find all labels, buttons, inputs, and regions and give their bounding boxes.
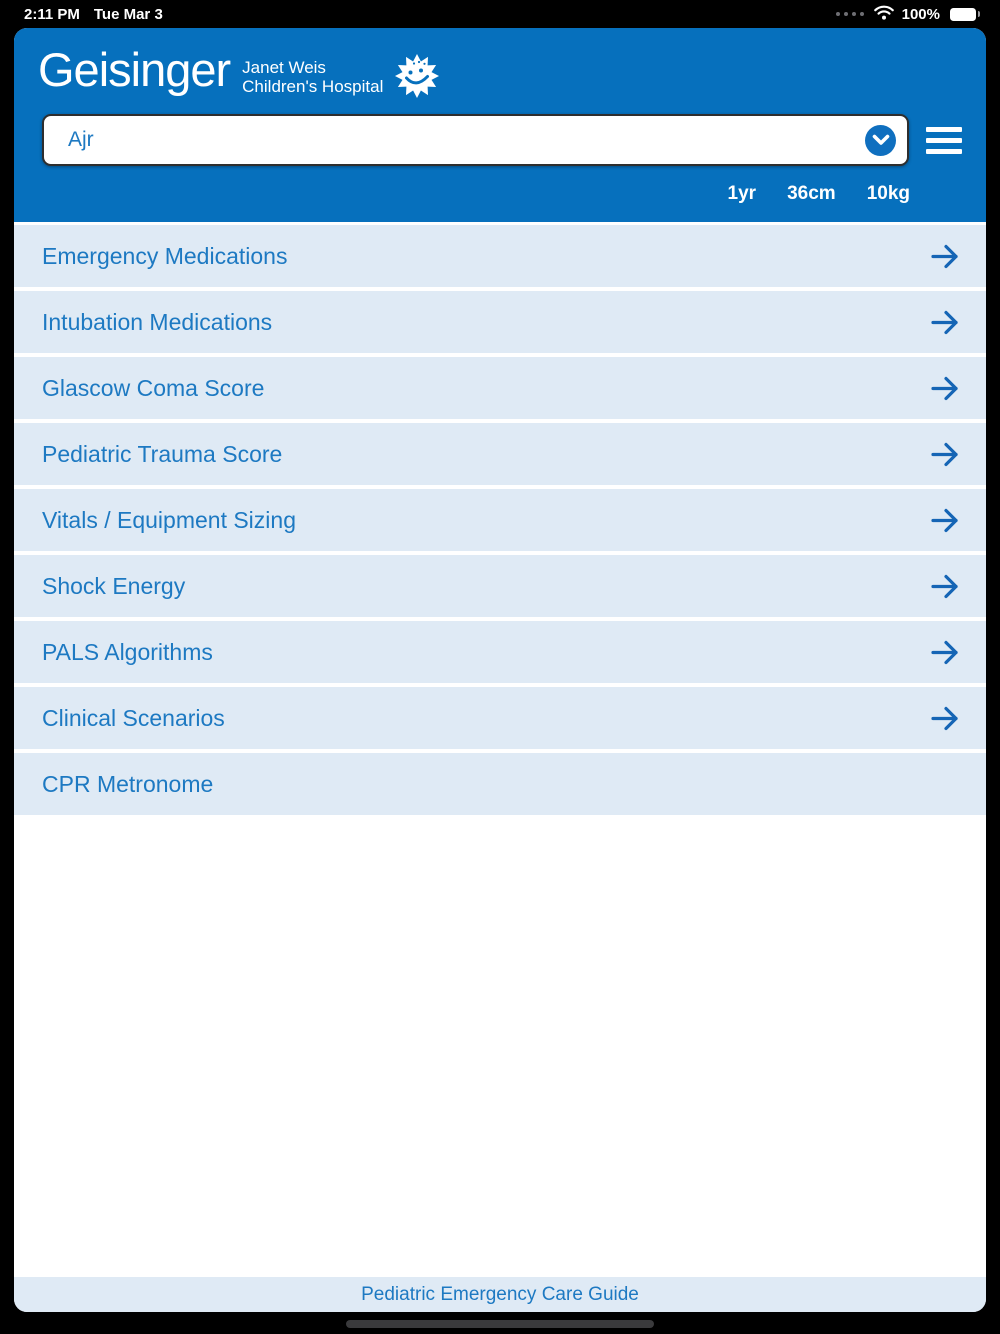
menu-item-cpr-metronome[interactable]: CPR Metronome <box>14 753 986 815</box>
patient-age: 1yr <box>727 183 757 204</box>
logo-row <box>38 28 962 97</box>
forward-arrow-icon <box>930 243 960 270</box>
status-time: 2:11 PM <box>24 5 80 23</box>
status-bar <box>0 0 1000 28</box>
menu-item-clinical-scenarios[interactable]: Clinical Scenarios <box>14 687 986 749</box>
hospital-name: Janet Weis Children's Hospital <box>242 58 384 97</box>
menu-item-shock-energy[interactable]: Shock Energy <box>14 555 986 617</box>
menu-item-emergency-medications[interactable]: Emergency Medications <box>14 225 986 287</box>
forward-arrow-icon <box>930 705 960 732</box>
battery-percent: 100% <box>901 5 940 23</box>
patient-select-row <box>38 114 962 166</box>
menu-item-glascow-coma-score[interactable]: Glascow Coma Score <box>14 357 986 419</box>
forward-arrow-icon <box>930 507 960 534</box>
patient-selector-value: Ajr <box>68 128 94 151</box>
forward-arrow-icon <box>930 639 960 666</box>
patient-selector[interactable] <box>42 114 909 166</box>
home-indicator[interactable] <box>346 1320 654 1328</box>
smiling-sun-icon <box>393 50 441 105</box>
menu-item-intubation-medications[interactable]: Intubation Medications <box>14 291 986 353</box>
patient-length: 36cm <box>787 183 836 204</box>
app-title: Pediatric Emergency Care Guide <box>361 1283 639 1305</box>
app-header <box>14 28 986 222</box>
forward-arrow-icon <box>930 309 960 336</box>
status-date: Tue Mar 3 <box>93 5 163 23</box>
app-footer <box>14 1277 986 1312</box>
chevron-down-circle-icon <box>865 125 896 156</box>
patient-weight: 10kg <box>866 183 910 204</box>
menu-item-pediatric-trauma-score[interactable]: Pediatric Trauma Score <box>14 423 986 485</box>
menu-list <box>14 225 986 819</box>
menu-item-pals-algorithms[interactable]: PALS Algorithms <box>14 621 986 683</box>
wifi-icon <box>874 5 894 24</box>
app-window <box>14 28 986 1312</box>
patient-stats <box>38 183 962 205</box>
forward-arrow-icon <box>930 441 960 468</box>
geisinger-wordmark: Geisinger <box>38 43 231 96</box>
forward-arrow-icon <box>930 573 960 600</box>
menu-item-vitals-equipment-sizing[interactable]: Vitals / Equipment Sizing <box>14 489 986 551</box>
battery-icon <box>950 8 976 21</box>
hamburger-menu-icon[interactable] <box>926 121 962 160</box>
cellular-signal-icon <box>836 12 864 16</box>
forward-arrow-icon <box>930 375 960 402</box>
